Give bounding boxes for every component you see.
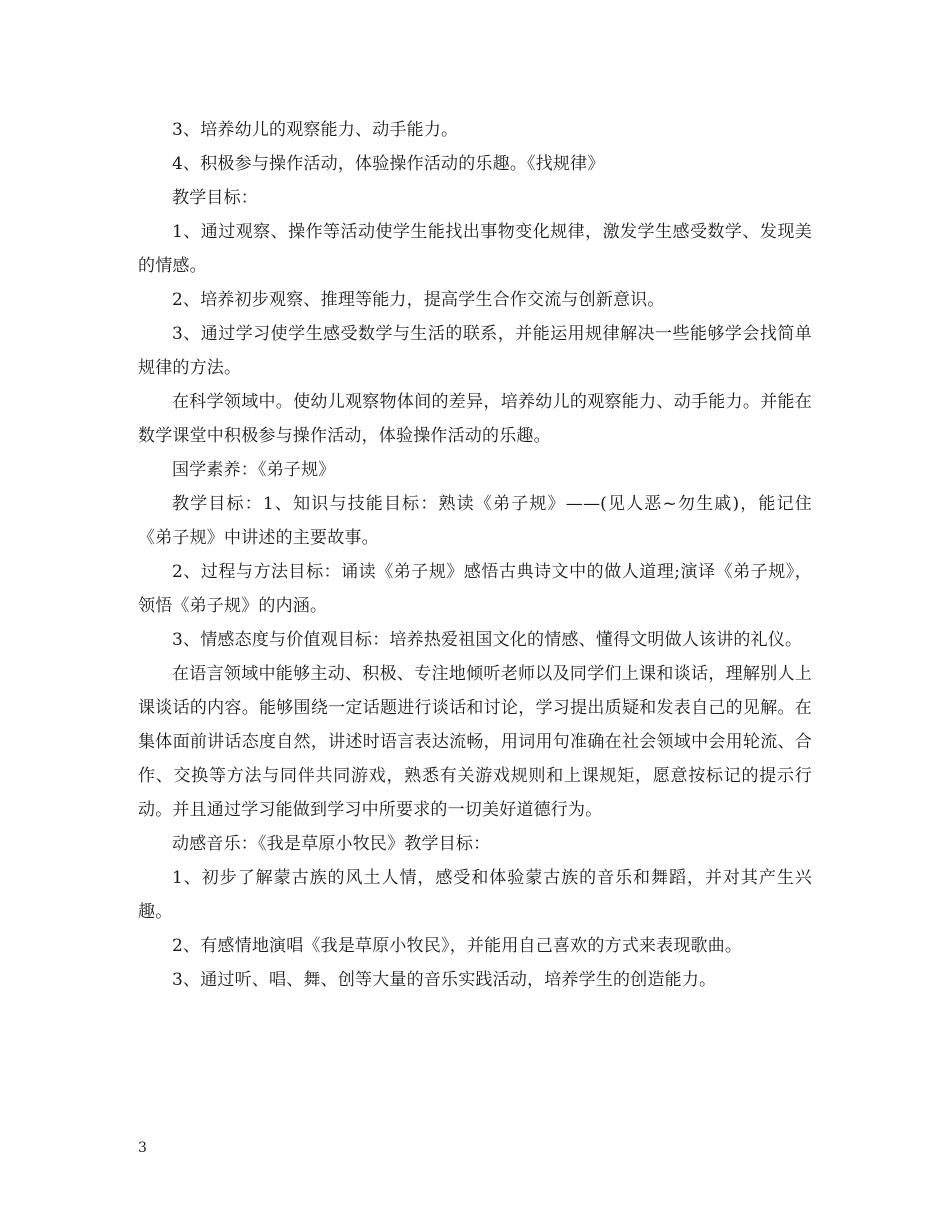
paragraph: 在科学领域中。使幼儿观察物体间的差异，培养幼儿的观察能力、动手能力。并能在数学课堂中积极参与操作活动，体验操作活动的乐趣。 — [138, 392, 812, 446]
paragraph: 1、通过观察、操作等活动使学生能找出事物变化规律，激发学生感受数学、发现美的情感。 — [138, 222, 812, 276]
paragraph: 3、培养幼儿的观察能力、动手能力。 — [172, 120, 459, 140]
paragraph: 2、培养初步观察、推理等能力，提高学生合作交流与创新意识。 — [172, 290, 665, 310]
paragraph: 教学目标： — [172, 188, 258, 208]
paragraph: 3、情感态度与价值观目标：培养热爱祖国文化的情感、懂得文明做人该讲的礼仪。 — [172, 630, 803, 650]
paragraph: 教学目标：1、知识与技能目标：熟读《弟子规》——(见人恶~勿生戚)，能记住《弟子规》中讲述的主要故事。 — [138, 494, 812, 548]
paragraph: 4、积极参与操作活动，体验操作活动的乐趣。《找规律》 — [172, 154, 605, 174]
page-number: 3 — [138, 1140, 147, 1156]
paragraph: 2、有感情地演唱《我是草原小牧民》，并能用自己喜欢的方式来表现歌曲。 — [172, 936, 743, 956]
paragraph: 2、过程与方法目标：诵读《弟子规》感悟古典诗文中的做人道理;演译《弟子规》，领悟《弟子规》的内涵。 — [138, 562, 812, 616]
paragraph: 3、通过学习使学生感受数学与生活的联系，并能运用规律解决一些能够学会找简单规律的方法。 — [138, 324, 812, 378]
paragraph: 3、通过听、唱、舞、创等大量的音乐实践活动，培养学生的创造能力。 — [172, 970, 717, 990]
body-text — [138, 113, 812, 997]
paragraph: 动感音乐：《我是草原小牧民》教学目标： — [172, 834, 491, 854]
paragraph: 1、初步了解蒙古族的风土人情，感受和体验蒙古族的音乐和舞蹈，并对其产生兴趣。 — [138, 868, 812, 922]
paragraph: 国学素养：《弟子规》 — [172, 460, 336, 480]
paragraph: 在语言领域中能够主动、积极、专注地倾听老师以及同学们上课和谈话，理解别人上课谈话的内容。能够围绕一定话题进行谈话和讨论，学习提出质疑和发表自己的见解。在集体面前讲话态度自然，讲述时语言表达流畅，用词用句准确在社会领域中会用轮流、合作、交换等方法与同伴共同游戏，熟悉有关游戏规则和上课规矩，愿意按标记的提示行动。并且通过学习能做到学习中所要求的一切美好道德行为。 — [138, 664, 812, 820]
